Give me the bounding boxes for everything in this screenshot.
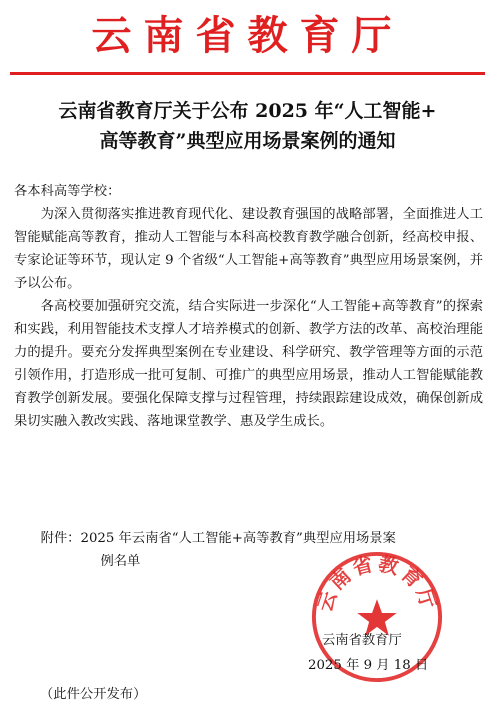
paragraph-1: 为深入贯彻落实推进教育现代化、建设教育强国的战略部署，全面推进人工智能赋能高等教育，推动人工智能与本科高校教育教学融合创新，经高校申报、专家论证等环节，现认定 9 个省级“人工智能+高等教育”典型应用场景案例，并予以公布。 bbox=[14, 207, 483, 291]
signature-date: 2025 年 9 月 18 日 bbox=[308, 658, 429, 673]
paragraph-2: 各高校要加强研究交流，结合实际进一步深化“人工智能+高等教育”的探索和实践，利用智能技术支撑人才培养模式的创新、教学方法的改革、高校治理能力的提升。要充分发挥典型案例在专业建设、科学研究、教学管理等方面的示范引领作用，打造形成一批可复制、可推广的典型应用场景，推动人工智能赋能教育教学创新发展。要强化保障支撑与过程管理，持续跟踪建设成效，确保创新成果切实融入教改实践、落地课堂教学、惠及学生成长。 bbox=[14, 299, 483, 429]
signature-block bbox=[308, 630, 429, 677]
publication-note: （此件公开发布） bbox=[40, 687, 147, 702]
document-body bbox=[14, 180, 483, 433]
title-line-2: 高等教育”典型应用场景案例的通知 bbox=[99, 130, 396, 152]
attachment-line-1: 附件：2025 年云南省“人工智能+高等教育”典型应用场景案 bbox=[40, 531, 396, 546]
letterhead: 云南省教育厅 bbox=[91, 12, 404, 59]
letterhead-divider bbox=[10, 72, 485, 75]
svg-text:云南省教育厅: 云南省教育厅 bbox=[312, 551, 442, 615]
document-title bbox=[14, 96, 481, 156]
attachment-line-2: 例名单 bbox=[100, 554, 141, 569]
title-line-1: 云南省教育厅关于公布 2025 年“人工智能+ bbox=[58, 100, 437, 122]
signature-org: 云南省教育厅 bbox=[322, 633, 402, 648]
salutation: 各本科高等学校： bbox=[14, 184, 121, 199]
